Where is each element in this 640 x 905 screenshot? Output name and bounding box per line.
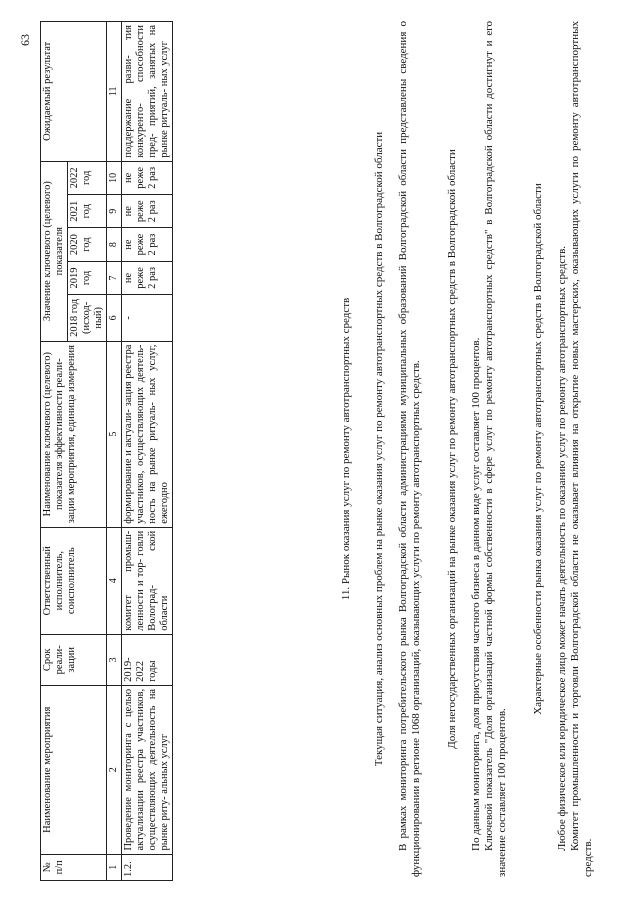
col-number: 8 xyxy=(107,228,122,261)
row-term: 2019-2022 годы xyxy=(122,634,173,685)
header-2019: 2019 год xyxy=(68,261,107,294)
row-2022: не реже 2 раз xyxy=(122,161,173,194)
col-number: 11 xyxy=(107,22,122,162)
header-2020: 2020 год xyxy=(68,228,107,261)
header-term: Срок реали- зации xyxy=(41,634,107,685)
header-row xyxy=(41,22,68,881)
header-result: Ожидаемый результат xyxy=(41,22,107,162)
col-number: 4 xyxy=(107,527,122,634)
col-number: 10 xyxy=(107,161,122,194)
section-title: 11. Рынок оказания услуг по ремонту автотранспортных средств xyxy=(340,297,352,601)
col-number: 1 xyxy=(107,854,122,880)
row-2021: не реже 2 раз xyxy=(122,195,173,228)
row-name: Проведение мониторинга с целью актуализации реестра участников, осуществляющих деятельность на рынке риту- альных услуг xyxy=(122,685,173,854)
col-number: 5 xyxy=(107,341,122,527)
row-responsible: комитет промыш- ленности и тор- говли Волоград- ской области xyxy=(122,527,173,634)
header-2021: 2021 год xyxy=(68,195,107,228)
col-number: 6 xyxy=(107,295,122,342)
paragraph-private-share: По данным мониторинга, доля присутствия частного бизнеса в данном виде услуг составляет 100 процентов. xyxy=(470,337,482,851)
subsection-title-current: Текущая ситуация, анализ основных проблем на рынке оказания услуг по ремонту автотранспортных средств в Волгоградской области xyxy=(373,131,385,767)
header-no: № п/п xyxy=(41,854,107,880)
row-2020: не реже 2 раз xyxy=(122,228,173,261)
col-number: 3 xyxy=(107,634,122,685)
paragraph-key-indicator: Ключевой показатель "Доля организаций частной формы собственности в сфере услуг по ремонту автотранспортных средств" в Волгоградской области достигнут и его значение составляет 100 процентов. xyxy=(483,21,508,877)
header-2022: 2022 год xyxy=(68,161,107,194)
paragraph-monitoring: В рамках мониторинга потребительского рынка Волгоградской области администрациями муниципальных образований Волгоградской области представлены сведения о функционировании в регионе 1068 организаций, оказывающих услуги по ремонту автотранспортных средств. xyxy=(397,21,422,877)
row-no: 1.2. xyxy=(122,854,173,880)
col-number: 2 xyxy=(107,685,122,854)
subsection-title-features: Характерные особенности рынка оказания услуг по ремонту автотранспортных средств в Волгоградской области xyxy=(532,183,544,715)
header-value-group: Значение ключевого (целевого) показателя xyxy=(41,161,68,341)
column-number-row xyxy=(107,22,122,881)
row-2018: - xyxy=(122,295,173,342)
paragraph-committee: Комитет промышленности и торговли Волгоградской области не оказывает влияния на открытие новых мастерских, оказывающих услуги по ремонту автотранспортных средств. xyxy=(569,21,594,877)
page-number: 63 xyxy=(18,34,32,46)
paragraph-market-entry: Любое физическое или юридическое лицо может начать деятельность по оказанию услуг по ремонту автотранспортных средств. xyxy=(556,245,568,851)
row-2019: не реже 2 раз xyxy=(122,261,173,294)
header-2018: 2018 год (исход- ный) xyxy=(68,295,107,342)
row-indicator: формирование и актуали- зация реестра участников, осуществляющих деятель- ность на рынке ритуаль- ных услуг, ежегодно xyxy=(122,341,173,527)
measures-table xyxy=(40,21,173,881)
header-indicator: Наименование ключевого (целевого) показателя эффективности реали- зации мероприятия, единица измерения xyxy=(41,341,107,527)
row-result: поддержание разви- тия конкуренто- способности пред- приятий, занятых на рынке ритуаль- ных услуг xyxy=(122,22,173,162)
header-name: Наименование мероприятия xyxy=(41,685,107,854)
table-row xyxy=(122,22,173,881)
subsection-title-share: Доля негосударственных организаций на рынке оказания услуг по ремонту автотранспортных средств в Волгоградской области xyxy=(446,149,458,749)
col-number: 7 xyxy=(107,261,122,294)
col-number: 9 xyxy=(107,195,122,228)
header-responsible: Ответственный исполнитель, соисполнитель xyxy=(41,527,107,634)
